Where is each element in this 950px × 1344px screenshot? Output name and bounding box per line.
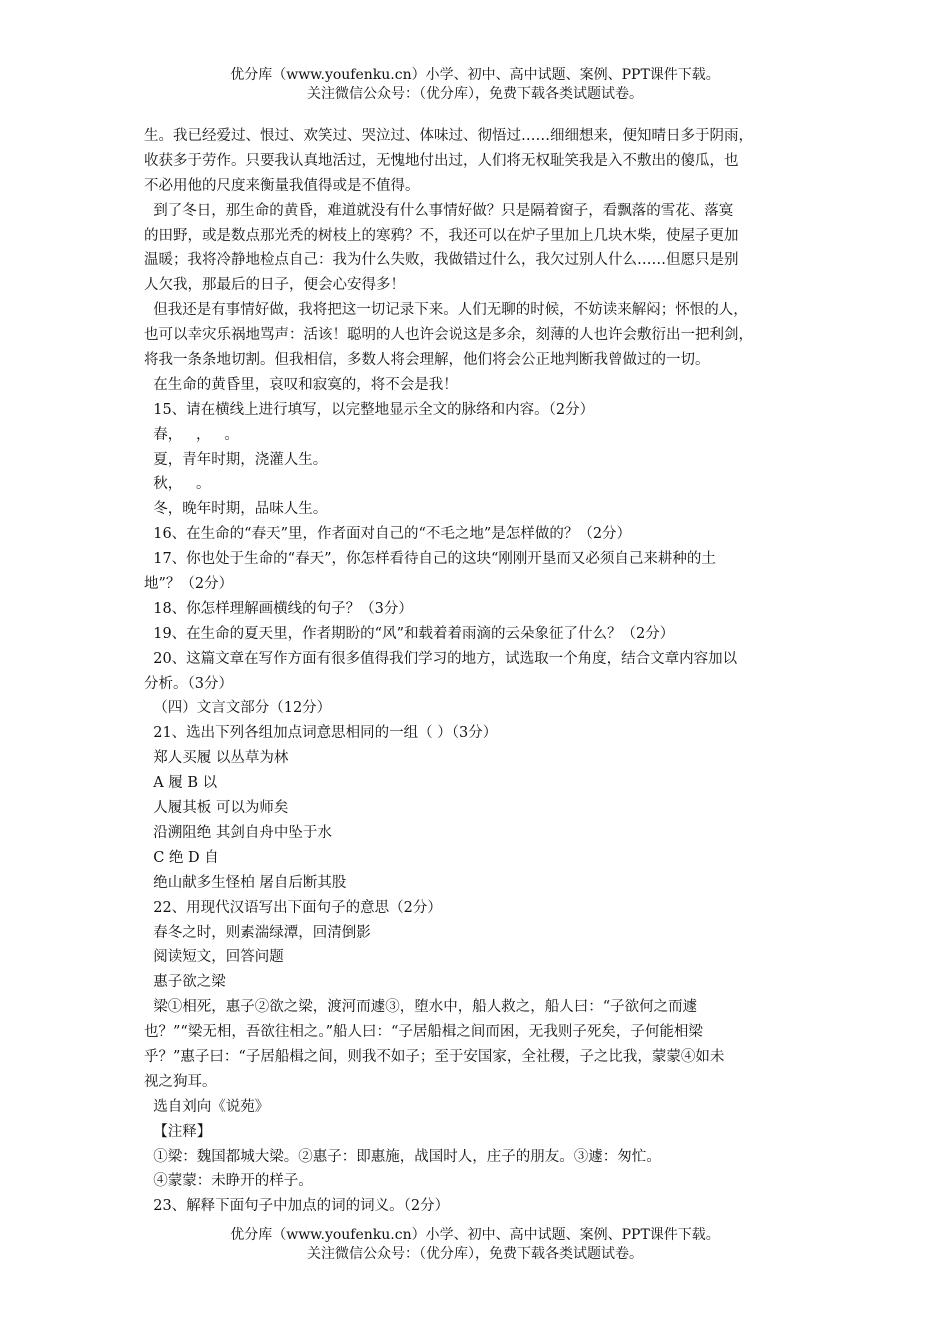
text-line: 春， ， 。 [144,426,239,443]
text-line: 绝山献多生怪柏 屠自后断其股 [144,874,347,891]
text-line: 17、你也处于生命的“春天”，你怎样看待自己的这块“刚刚开垦而又必须自己来耕种的土 [144,551,716,568]
header-line-1: 优分库（www.youfenku.cn）小学、初中、高中试题、案例、PPT课件下载。 [230,67,720,83]
text-line: ①梁：魏国都城大梁。②惠子：即惠施，战国时人，庄子的朋友。③遽：匆忙。 [144,1148,661,1165]
text-line: 收获多于劳作。只要我认真地活过，无愧地付出过，人们将无权耻笑我是入不敷出的傻瓜，也 [144,152,739,169]
text-line: 将我一条条地切割。但我相信，多数人将会理解，他们将会公正地判断我曾做过的一切。 [144,352,710,369]
text-line: 人履其板 可以为师矣 [144,800,289,817]
text-line: （四）文言文部分（12分） [144,700,332,717]
text-line: 也可以幸灾乐祸地骂声：活该！聪明的人也许会说这是多余，刻薄的人也许会敷衍出一把利剑， [144,327,753,344]
page-header [0,66,950,104]
text-line: 沿溯阻绝 其剑自舟中坠于水 [144,824,332,841]
text-line: 的田野，或是数点那光秃的树枝上的寒鸦？不，我还可以在炉子里加上几块木柴，使屋子更加 [144,227,739,244]
text-line: 乎？”惠子曰：“子居船楫之间，则我不如子；至于安国家，全社稷，子之比我，蒙蒙④如未 [144,1048,725,1065]
text-line: 【注释】 [144,1123,212,1140]
text-line: 20、这篇文章在写作方面有很多值得我们学习的地方，试选取一个角度，结合文章内容加以 [144,650,738,667]
text-line: 选自刘向《说苑》 [144,1098,270,1115]
text-line: 在生命的黄昏里，哀叹和寂寞的，将不会是我！ [144,376,458,393]
text-line: 视之狗耳。 [144,1073,217,1090]
footer-line-1: 优分库（www.youfenku.cn）小学、初中、高中试题、案例、PPT课件下载。 [230,1227,720,1243]
page-footer [0,1226,950,1264]
text-line: 阅读短文，回答问题 [144,949,284,966]
text-line: 地”？（2分） [144,576,234,593]
text-line: 16、在生命的“春天”里，作者面对自己的“不毛之地”是怎样做的？（2分） [144,526,632,543]
text-line: A 履 B 以 [144,775,218,792]
header-line-2: 关注微信公众号：（优分库），免费下载各类试题试卷。 [307,86,643,102]
text-line: 15、请在横线上进行填写，以完整地显示全文的脉络和内容。（2分） [144,401,595,418]
text-line: 19、在生命的夏天里，作者期盼的“风”和载着着雨滴的云朵象征了什么？（2分） [144,625,675,642]
text-line: 人欠我，那最后的日子，便会心安得多！ [144,277,405,294]
text-line: 温暖；我将冷静地检点自己：我为什么失败，我做错过什么，我欠过别人什么……但愿只是别 [144,252,739,269]
text-line: 秋， 。 [144,476,211,493]
text-line: 春冬之时，则素湍绿潭，回清倒影 [144,924,371,941]
text-line: 18、你怎样理解画横线的句子？（3分） [144,600,413,617]
text-line: 生。我已经爱过、恨过、欢笑过、哭泣过、体味过、彻悟过……细细想来，便知晴日多于阴雨， [144,128,753,144]
text-line: 惠子欲之梁 [144,974,226,991]
text-line: 夏，青年时期，浇灌人生。 [144,451,328,468]
text-line: 分析。（3分） [144,675,233,692]
text-line: 23、解释下面句子中加点的词的词义。（2分） [144,1198,450,1215]
text-line: 到了冬日，那生命的黄昏，难道就没有什么事情好做？只是隔着窗子，看飘落的雪花、落寞 [144,202,734,219]
text-line: 不必用他的尺度来衡量我值得或是不值得。 [144,177,420,194]
text-line: C 绝 D 自 [144,849,219,866]
footer-line-2: 关注微信公众号：（优分库），免费下载各类试题试卷。 [307,1246,643,1262]
text-line: 冬，晚年时期，品味人生。 [144,501,328,518]
text-line: 也？”“梁无相，吾欲往相之。”船人曰：“子居船楫之间而困，无我则子死矣，子何能相梁 [144,1024,703,1041]
text-line: ④蒙蒙：未睁开的样子。 [144,1173,313,1190]
text-line: 21、选出下列各组加点词意思相同的一组（ ）（3分） [144,725,498,742]
text-line: 梁①相死，惠子②欲之梁，渡河而遽③，堕水中，船人救之，船人曰：“子欲何之而遽 [144,999,698,1016]
text-line: 郑人买履 以丛草为林 [144,750,289,767]
text-line: 但我还是有事情好做，我将把这一切记录下来。人们无聊的时候，不妨读来解闷；怀恨的人， [144,302,748,319]
text-line: 22、用现代汉语写出下面句子的意思（2分） [144,899,442,916]
document-body [144,124,812,1219]
